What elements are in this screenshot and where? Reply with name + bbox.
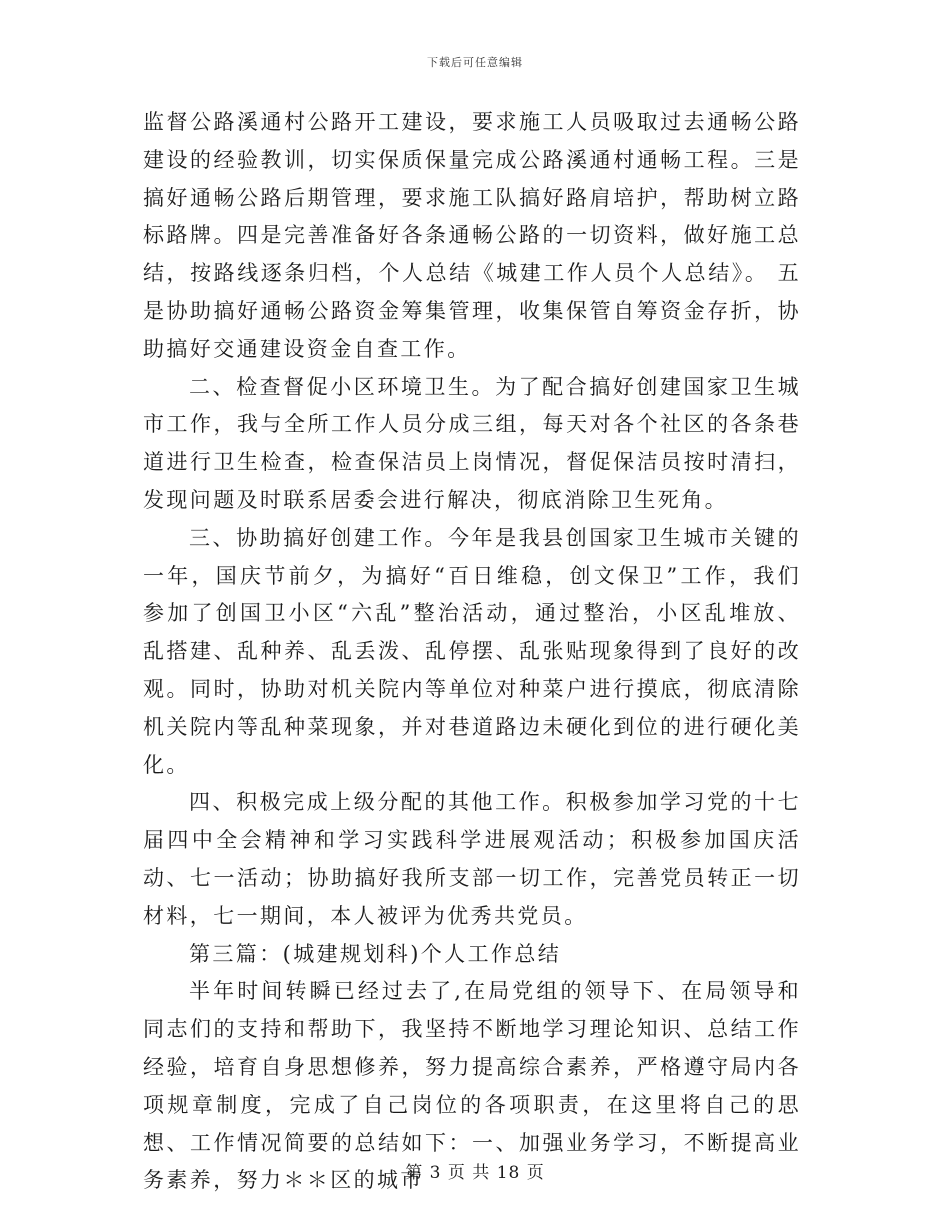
header-note: 下载后可任意编辑 xyxy=(427,56,523,69)
body-text xyxy=(143,104,801,1200)
section-heading: 第三篇：(城建规划科)个人工作总结 xyxy=(189,941,562,966)
page-footer: 第 3 页 共 18 页 xyxy=(405,1163,545,1183)
paragraph: 二、检查督促小区环境卫生。为了配合搞好创建国家卫生城市工作，我与全所工作人员分成三组，每天对各个社区的各条巷道进行卫生检查，检查保洁员上岗情况，督促保洁员按时清扫，发现问题及时联系居委会进行解决，彻底消除卫生死角。 xyxy=(143,374,801,512)
paragraph: 三、协助搞好创建工作。今年是我县创国家卫生城市关键的一年，国庆节前夕，为搞好“百日维稳，创文保卫”工作，我们参加了创国卫小区“六乱”整治活动，通过整治，小区乱堆放、乱搭建、乱种养、乱丢泼、乱停摆、乱张贴现象得到了良好的改观。同时，协助对机关院内等单位对种菜户进行摸底，彻底清除机关院内等乱种菜现象，并对巷道路边未硬化到位的进行硬化美化。 xyxy=(143,525,801,777)
paragraph: 半年时间转瞬已经过去了,在局党组的领导下、在局领导和同志们的支持和帮助下，我坚持不断地学习理论知识、总结工作经验，培育自身思想修养，努力提高综合素养，严格遵守局内各项规章制度，完成了自己岗位的各项职责，在这里将自己的思想、工作情况简要的总结如下：一、加强业务学习，不断提高业务素养，努力＊＊区的城市 xyxy=(143,979,801,1193)
paragraph: 监督公路溪通村公路开工建设，要求施工人员吸取过去通畅公路建设的经验教训，切实保质保量完成公路溪通村通畅工程。三是搞好通畅公路后期管理，要求施工队搞好路肩培护，帮助树立路标路牌。四是完善准备好各条通畅公路的一切资料，做好施工总结，按路线逐条归档，个人总结《城建工作人员个人总结》。 五是协助搞好通畅公路资金筹集管理，收集保管自筹资金存折，协助搞好交通建设资金自查工作。 xyxy=(143,110,801,361)
paragraph: 四、积极完成上级分配的其他工作。积极参加学习党的十七届四中全会精神和学习实践科学进展观活动；积极参加国庆活动、七一活动；协助搞好我所支部一切工作，完善党员转正一切材料，七一期间，本人被评为优秀共党员。 xyxy=(143,790,801,928)
